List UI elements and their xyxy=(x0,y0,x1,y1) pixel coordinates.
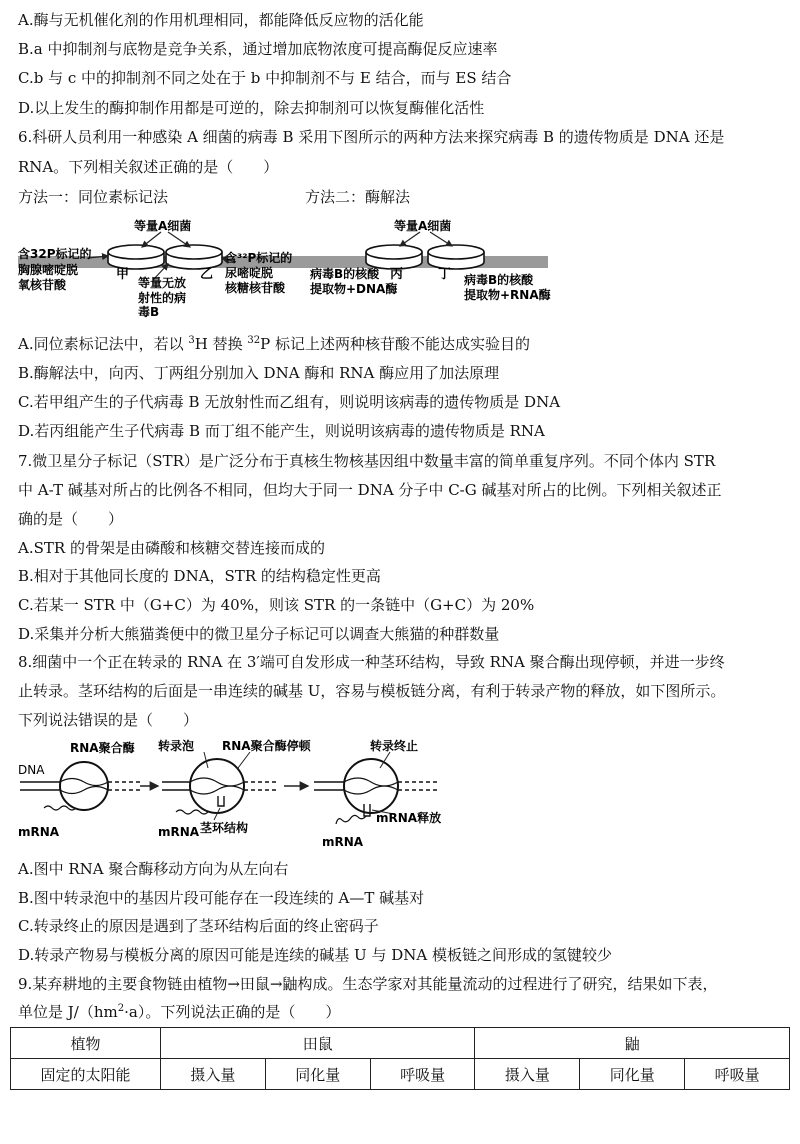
q6-option-a: A.同位素标记法中，若以 $^3$H 替换 $^{32}$P 标记上述两种核苷酸不能达成实验目的 xyxy=(18,335,530,353)
label-stem-loop: 茎环结构 xyxy=(200,821,249,835)
q8-stem-line1: 8.细菌中一个正在转录的 RNA 在 3′端可自发形成一种茎环结构，导致 RNA 聚合酶出现停顿，并进一步终 xyxy=(18,653,725,671)
q6-option-d: D.若丙组能产生子代病毒 B 而丁组不能产生，则说明该病毒的遗传物质是 RNA xyxy=(18,422,545,440)
label-32p-uracil-line1: 含³²P标记的 xyxy=(225,251,293,265)
table-header-row xyxy=(11,1028,790,1059)
q9-stem-line2: 单位是 $J/(hm^2\cdot a)$。下列说法正确的是（ ） xyxy=(18,1003,341,1021)
table-header-plant: 植物 xyxy=(11,1028,161,1059)
label-32p-line2: 胸腺嘧啶脱 xyxy=(18,263,79,277)
q8-figure xyxy=(18,738,458,850)
dish-label-ding: 丁 xyxy=(438,267,452,282)
q9-stem-line1: 9.某弃耕地的主要食物链由植物→田鼠→鼬构成。生态学家对其能量流动的过程进行了研究，结果如下表， xyxy=(18,975,718,993)
panel-termination xyxy=(314,738,441,849)
label-rna-polymerase: RNA聚合酶 xyxy=(70,741,135,755)
q8-option-c: C.转录终止的原因是遇到了茎环结构后面的终止密码子 xyxy=(18,917,379,935)
arrow-to-bing-from-top xyxy=(400,232,420,246)
q8-stem-line2: 止转录。茎环结构的后面是一串连续的碱基 U，容易与模板链分离，有利于转录产物的释放，如下图所示。 xyxy=(18,682,726,700)
label-virus-line3: 毒B xyxy=(138,305,160,319)
label-32p-uracil-line3: 核糖核苷酸 xyxy=(225,281,286,295)
panel-polymerase-pause xyxy=(158,738,312,839)
label-mrna-3: mRNA xyxy=(322,835,364,849)
arrow-to-ding-from-top xyxy=(430,232,452,246)
q8-option-a: A.图中 RNA 聚合酶移动方向为从左向右 xyxy=(18,860,289,878)
label-transcription-bubble: 转录泡 xyxy=(158,739,195,753)
table-cell: 呼吸量 xyxy=(370,1059,475,1090)
panel-rna-polymerase xyxy=(18,740,140,839)
q7-stem-line3: 确的是（ ） xyxy=(18,510,124,528)
label-mrna-2: mRNA xyxy=(158,825,200,839)
label-polymerase-pause: RNA聚合酶停顿 xyxy=(222,739,311,753)
label-virus-line2: 射性的病 xyxy=(138,291,187,305)
label-virus-line1: 等量无放 xyxy=(138,276,187,290)
q8-option-b: B.图中转录泡中的基因片段可能存在一段连续的 A—T 碱基对 xyxy=(18,889,425,907)
petri-dish-jia xyxy=(108,245,164,269)
table-cell: 同化量 xyxy=(265,1059,370,1090)
q8-option-d: D.转录产物易与模板分离的原因可能是连续的碱基 U 与 DNA 模板链之间形成的氢键较少 xyxy=(18,946,612,964)
arrow-to-yi-from-top xyxy=(168,232,190,247)
label-extract-dnase-line1: 病毒B的核酸 xyxy=(310,267,380,281)
q7-stem-line1: 7.微卫星分子标记（STR）是广泛分布于真核生物核基因组中数量丰富的简单重复序列。不同个体内 STR xyxy=(18,452,716,470)
label-extract-dnase-line2: 提取物+DNA酶 xyxy=(310,282,398,296)
q7-option-a: A.STR 的骨架是由磷酸和核糖交替连接而成的 xyxy=(18,539,325,557)
dish-label-yi: 乙 xyxy=(200,267,214,282)
method-one-label: 方法一：同位素标记法 xyxy=(18,188,169,206)
label-32p-line1: 含32P标记的 xyxy=(18,247,92,261)
label-extract-rnase-line2: 提取物+RNA酶 xyxy=(464,288,551,302)
table-cell: 摄入量 xyxy=(161,1059,266,1090)
label-32p-line3: 氧核苷酸 xyxy=(18,278,67,292)
label-dna: DNA xyxy=(18,763,45,777)
petri-dish-ding xyxy=(428,245,484,269)
table-cell: 同化量 xyxy=(580,1059,685,1090)
table-header-vole: 田鼠 xyxy=(161,1028,475,1059)
table-cell: 呼吸量 xyxy=(685,1059,790,1090)
label-mrna-1: mRNA xyxy=(18,825,60,839)
petri-dish-yi xyxy=(166,245,222,269)
q6-stem-line2: RNA。下列相关叙述正确的是（ ） xyxy=(18,158,279,176)
dish-label-bing: 丙 xyxy=(390,267,404,282)
q6-option-c: C.若甲组产生的子代病毒 B 无放射性而乙组有，则说明该病毒的遗传物质是 DNA xyxy=(18,393,561,411)
energy-flow-table xyxy=(10,1027,790,1090)
q6-option-b: B.酶解法中，向丙、丁两组分别加入 DNA 酶和 RNA 酶应用了加法原理 xyxy=(18,364,500,382)
label-equal-bacteria-2: 等量A细菌 xyxy=(394,219,452,233)
method-two-label: 方法二：酶解法 xyxy=(305,188,411,206)
q6-figure xyxy=(18,212,558,324)
q7-option-d: D.采集并分析大熊猫粪便中的微卫星分子标记可以调查大熊猫的种群数量 xyxy=(18,625,500,643)
table-header-weasel: 鼬 xyxy=(475,1028,790,1059)
label-32p-uracil-line2: 尿嘧啶脱 xyxy=(225,266,274,280)
q5-option-a: A.酶与无机催化剂的作用机理相同，都能降低反应物的活化能 xyxy=(18,11,424,29)
label-extract-rnase-line1: 病毒B的核酸 xyxy=(464,273,534,287)
q7-stem-line2: 中 A-T 碱基对所占的比例各不相同，但均大于同一 DNA 分子中 C-G 碱基对所占的比例。下列相关叙述正 xyxy=(18,481,722,499)
petri-dish-bing xyxy=(366,245,422,269)
label-mrna-release: mRNA释放 xyxy=(376,811,442,825)
arrow-to-jia-from-top xyxy=(142,232,161,247)
q5-option-c: C.b 与 c 中的抑制剂不同之处在于 b 中抑制剂不与 E 结合，而与 ES 结合 xyxy=(18,69,512,87)
table-cell: 固定的太阳能 xyxy=(11,1059,161,1090)
q7-option-c: C.若某一 STR 中（G+C）为 40%，则该 STR 的一条链中（G+C）为 20% xyxy=(18,596,535,614)
label-termination: 转录终止 xyxy=(370,739,419,753)
q8-stem-line3: 下列说法错误的是（ ） xyxy=(18,711,199,729)
label-equal-bacteria-1: 等量A细菌 xyxy=(134,219,192,233)
q6-stem-line1: 6.科研人员利用一种感染 A 细菌的病毒 B 采用下图所示的两种方法来探究病毒 B 的遗传物质是 DNA 还是 xyxy=(18,128,725,146)
q5-option-b: B.a 中抑制剂与底物是竞争关系，通过增加底物浓度可提高酶促反应速率 xyxy=(18,40,498,58)
table-subheader-row xyxy=(11,1059,790,1090)
q5-option-d: D.以上发生的酶抑制作用都是可逆的，除去抑制剂可以恢复酶催化活性 xyxy=(18,99,485,117)
dish-label-jia: 甲 xyxy=(116,267,130,282)
q6-methods xyxy=(18,186,778,206)
table-cell: 摄入量 xyxy=(475,1059,580,1090)
q7-option-b: B.相对于其他同长度的 DNA，STR 的结构稳定性更高 xyxy=(18,567,381,585)
